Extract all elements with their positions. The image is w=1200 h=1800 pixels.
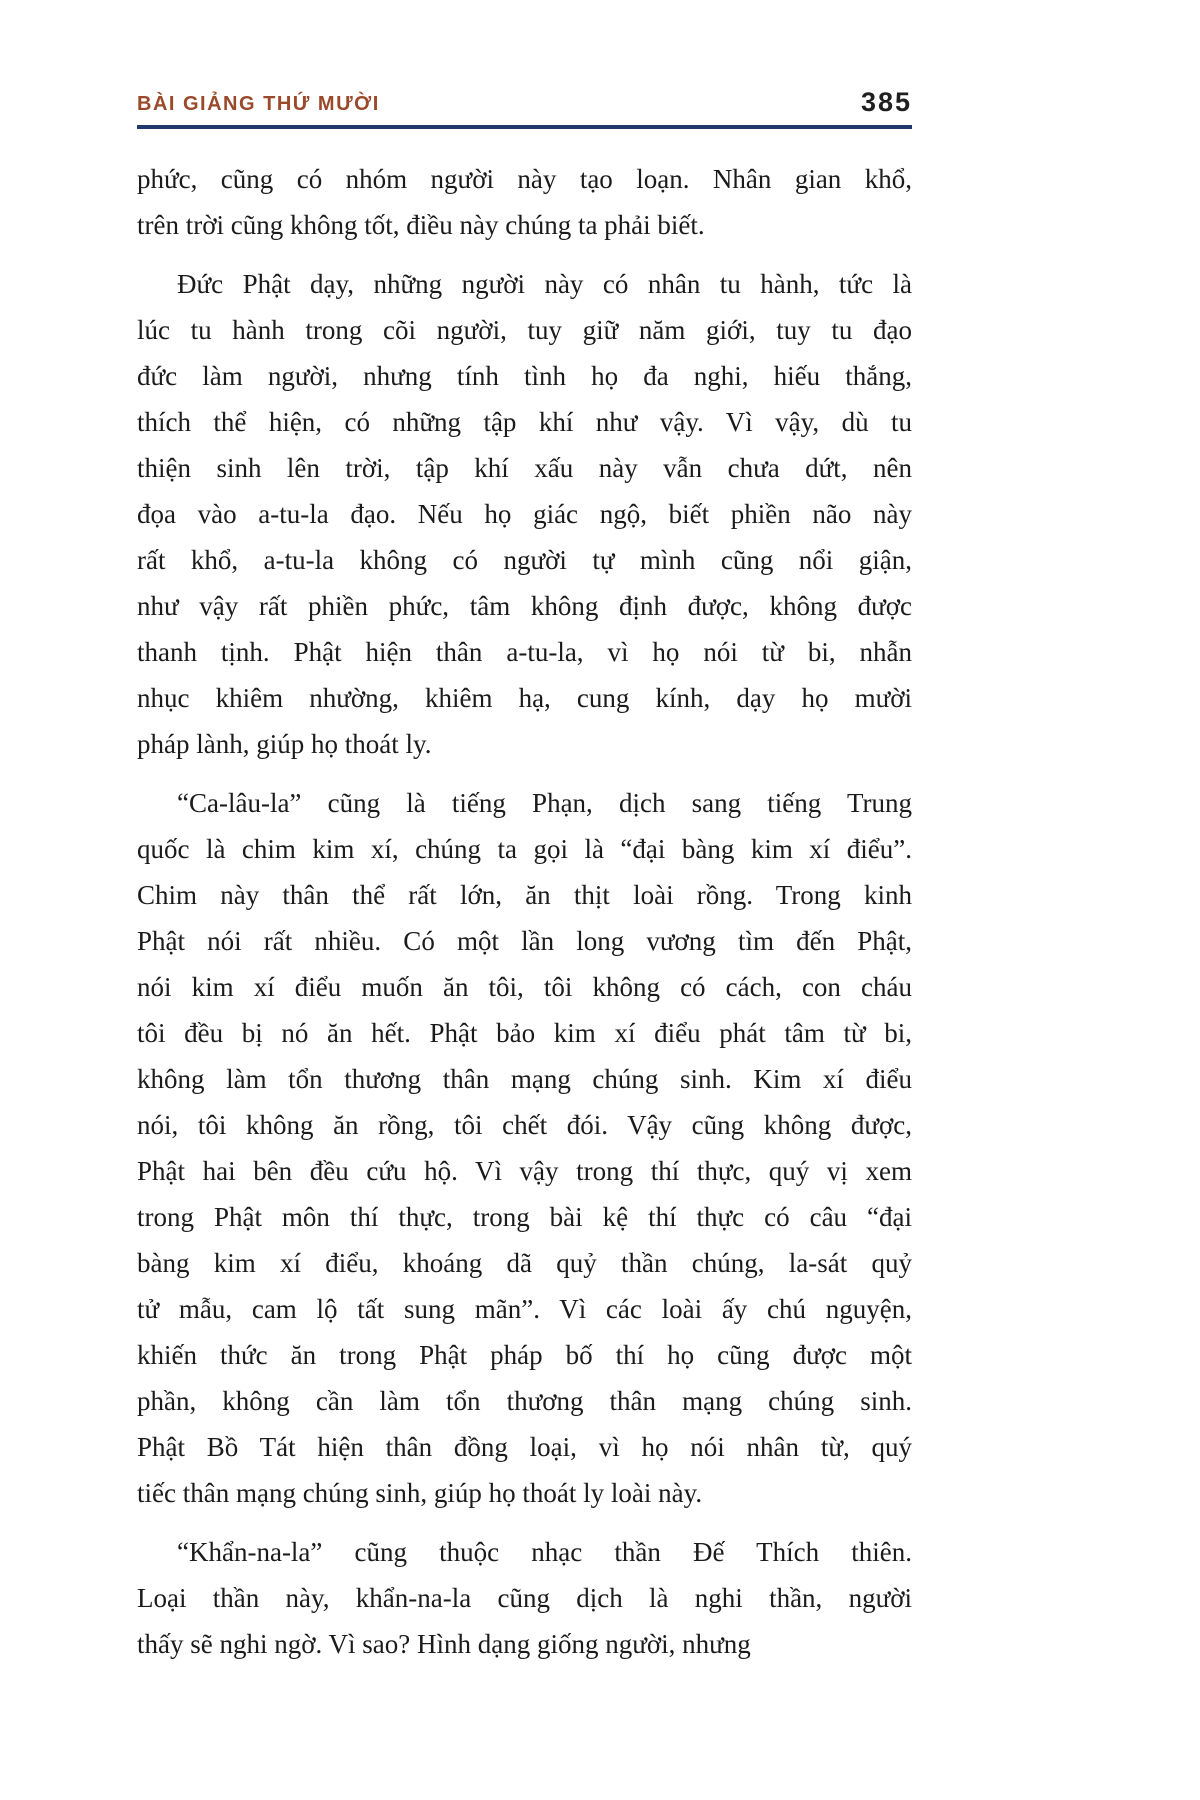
page-content <box>137 84 912 1667</box>
text-line: phần, không cần làm tổn thương thân mạng chúng sinh. <box>137 1386 912 1416</box>
text-line: tôi đều bị nó ăn hết. Phật bảo kim xí điểu phát tâm từ bi, <box>137 1018 912 1048</box>
text-line: như vậy rất phiền phức, tâm không định được, không được <box>137 591 912 621</box>
text-line: Phật nói rất nhiều. Có một lần long vương tìm đến Phật, <box>137 926 912 956</box>
text-line: thanh tịnh. Phật hiện thân a-tu-la, vì họ nói từ bi, nhẫn <box>137 637 912 667</box>
page-number: 385 <box>860 87 912 117</box>
paragraph <box>137 156 912 248</box>
text-line: Chim này thân thể rất lớn, ăn thịt loài rồng. Trong kinh <box>137 880 912 910</box>
text-line: bàng kim xí điểu, khoáng dã quỷ thần chúng, la-sát quỷ <box>137 1248 912 1278</box>
text-line: Đức Phật dạy, những người này có nhân tu hành, tức là <box>177 269 912 299</box>
text-line: “Ca-lâu-la” cũng là tiếng Phạn, dịch sang tiếng Trung <box>177 788 912 818</box>
text-line: Loại thần này, khẩn-na-la cũng dịch là nghi thần, người <box>137 1583 912 1613</box>
paragraph <box>137 780 912 1516</box>
text-line: Phật Bồ Tát hiện thân đồng loại, vì họ nói nhân từ, quý <box>137 1432 912 1462</box>
text-line: đức làm người, nhưng tính tình họ đa nghi, hiếu thắng, <box>137 361 912 391</box>
text-line: rất khổ, a-tu-la không có người tự mình cũng nổi giận, <box>137 545 912 575</box>
paragraph <box>137 261 912 767</box>
text-line: không làm tổn thương thân mạng chúng sinh. Kim xí điểu <box>137 1064 912 1094</box>
header-rule <box>137 125 912 129</box>
text-line: tiếc thân mạng chúng sinh, giúp họ thoát ly loài này. <box>137 1478 703 1508</box>
text-line: thích thể hiện, có những tập khí như vậy. Vì vậy, dù tu <box>137 407 912 437</box>
text-line: thiện sinh lên trời, tập khí xấu này vẫn chưa dứt, nên <box>137 453 912 483</box>
text-line: “Khẩn-na-la” cũng thuộc nhạc thần Đế Thích thiên. <box>177 1537 912 1567</box>
text-line: trong Phật môn thí thực, trong bài kệ thí thực có câu “đại <box>137 1202 912 1232</box>
text-line: thấy sẽ nghi ngờ. Vì sao? Hình dạng giống người, nhưng <box>137 1629 751 1659</box>
text-line: nhục khiêm nhường, khiêm hạ, cung kính, dạy họ mười <box>137 683 912 713</box>
text-line: lúc tu hành trong cõi người, tuy giữ năm giới, tuy tu đạo <box>137 315 912 345</box>
text-line: khiến thức ăn trong Phật pháp bố thí họ cũng được một <box>137 1340 912 1370</box>
body-text <box>137 156 912 1667</box>
paragraph <box>137 1529 912 1667</box>
text-line: nói, tôi không ăn rồng, tôi chết đói. Vậy cũng không được, <box>137 1110 912 1140</box>
text-line: phức, cũng có nhóm người này tạo loạn. Nhân gian khổ, <box>137 164 912 194</box>
text-line: nói kim xí điểu muốn ăn tôi, tôi không có cách, con cháu <box>137 972 912 1002</box>
running-header-title: BÀI GIẢNG THỨ MƯỜI <box>137 93 380 115</box>
page-header <box>137 84 912 116</box>
text-line: Phật hai bên đều cứu hộ. Vì vậy trong thí thực, quý vị xem <box>137 1156 912 1186</box>
text-line: pháp lành, giúp họ thoát ly. <box>137 729 432 759</box>
text-line: quốc là chim kim xí, chúng ta gọi là “đại bàng kim xí điểu”. <box>137 834 912 864</box>
text-line: tử mẫu, cam lộ tất sung mãn”. Vì các loài ấy chú nguyện, <box>137 1294 912 1324</box>
text-line: đọa vào a-tu-la đạo. Nếu họ giác ngộ, biết phiền não này <box>137 499 912 529</box>
text-line: trên trời cũng không tốt, điều này chúng ta phải biết. <box>137 210 705 240</box>
